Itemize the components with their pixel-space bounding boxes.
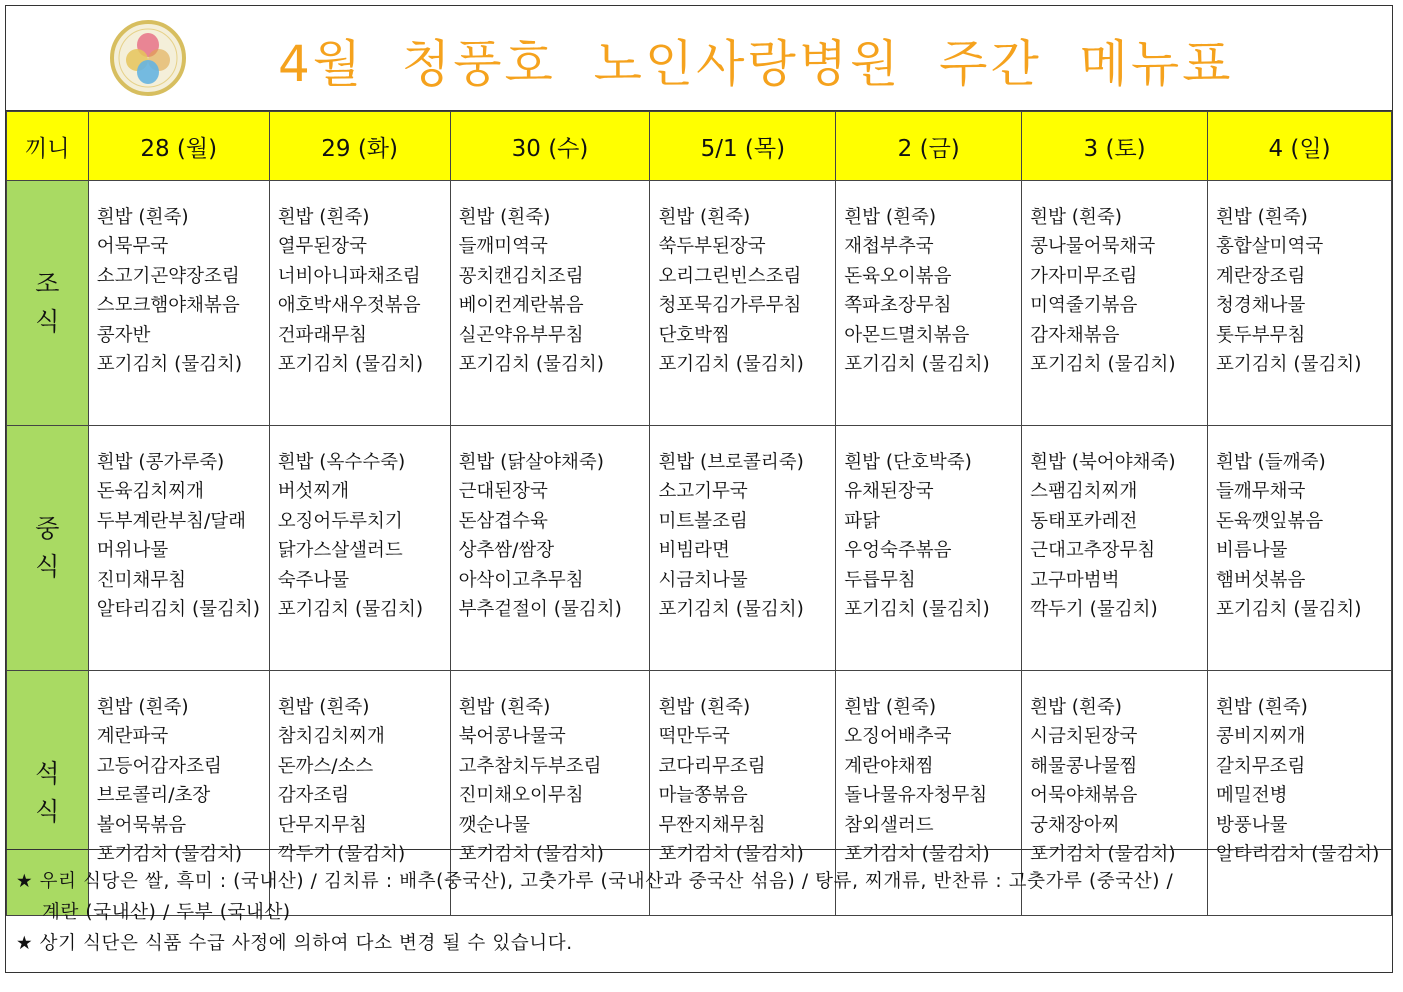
menu-item: 콩나물어묵채국 (1030, 236, 1156, 258)
menu-item: 콩자반 (96, 324, 151, 346)
header (6, 6, 1392, 111)
menu-item: 오징어배추국 (844, 726, 952, 748)
day-header: 3 (토) (1022, 112, 1208, 181)
menu-item: 부추겉절이 (물김치) (458, 598, 622, 620)
day-header: 29 (화) (269, 112, 450, 181)
menu-item: 방풍나물 (1216, 814, 1288, 836)
menu-sheet (5, 5, 1393, 973)
menu-item: 돈삼겹수육 (458, 510, 548, 532)
menu-item: 쪽파초장무침 (844, 295, 952, 317)
menu-item: 브로콜리/초장 (96, 785, 211, 807)
menu-item: 포기김치 (물김치) (1216, 353, 1362, 375)
menu-item: 마늘쫑볶음 (658, 785, 748, 807)
menu-cell (836, 426, 1022, 671)
note-line: ★ 상기 식단은 식품 수급 사정에 의하여 다소 변경 될 수 있습니다. (16, 933, 573, 954)
meal-label-char: 중 (35, 514, 60, 543)
menu-item: 포기김치 (물김치) (658, 843, 804, 865)
meal-label-char: 식 (35, 797, 60, 826)
menu-item: 오리그린빈스조림 (658, 265, 802, 287)
menu-item: 닭가스살샐러드 (277, 540, 403, 562)
menu-item: 흰밥 (흰죽) (458, 697, 551, 718)
menu-item: 포기김치 (물김치) (1030, 843, 1176, 865)
meal-label-char: 조 (35, 269, 60, 298)
menu-item: 흰밥 (옥수수죽) (277, 452, 406, 473)
menu-item: 포기김치 (물김치) (658, 598, 804, 620)
menu-cell (88, 181, 269, 426)
menu-item: 포기김치 (물김치) (96, 353, 243, 375)
menu-cell (269, 426, 450, 671)
menu-item: 머위나물 (96, 540, 169, 562)
menu-item: 깻순나물 (458, 814, 531, 836)
menu-item: 파닭 (844, 510, 881, 532)
menu-item: 홍합살미역국 (1216, 236, 1324, 258)
menu-cell (1022, 181, 1208, 426)
menu-item: 돌나물유자청무침 (844, 785, 988, 807)
menu-item: 계란장조림 (1216, 265, 1306, 287)
menu-item: 흰밥 (흰죽) (844, 207, 937, 228)
menu-item: 포기김치 (물김치) (1030, 353, 1176, 375)
menu-item: 진미채오이무침 (458, 785, 584, 807)
menu-item: 계란야채찜 (844, 755, 934, 777)
menu-item: 흰밥 (단호박죽) (844, 452, 972, 473)
menu-item: 고추참치두부조림 (458, 755, 602, 777)
menu-item: 단호박찜 (658, 324, 730, 346)
menu-item: 궁채장아찌 (1030, 814, 1120, 836)
menu-cell (836, 181, 1022, 426)
meal-label-char: 식 (35, 307, 60, 336)
menu-item: 시금치된장국 (1030, 726, 1138, 748)
menu-table (6, 111, 1392, 916)
menu-item: 청경채나물 (1216, 295, 1306, 317)
menu-item: 흰밥 (흰죽) (1030, 207, 1122, 228)
page-title: 4월 청풍호 노인사랑병원 주간 메뉴표 (278, 35, 1234, 93)
notes (6, 849, 1392, 972)
menu-item: 두릅무침 (844, 569, 916, 591)
menu-item: 흰밥 (흰죽) (277, 697, 370, 718)
menu-item: 근대된장국 (458, 481, 548, 503)
menu-item: 깍두기 (물김치) (277, 843, 406, 865)
menu-item: 깍두기 (물김치) (1030, 598, 1158, 620)
menu-item: 참외샐러드 (844, 814, 934, 836)
menu-item: 알타리김치 (물김치) (96, 598, 261, 620)
menu-item: 고등어감자조림 (96, 755, 222, 777)
menu-item: 해물콩나물찜 (1030, 755, 1138, 777)
menu-item: 오징어두루치기 (277, 510, 403, 532)
day-header: 2 (금) (836, 112, 1022, 181)
menu-item: 쑥두부된장국 (658, 236, 766, 258)
meal-label (7, 426, 89, 671)
menu-item: 재첩부추국 (844, 236, 934, 258)
menu-item: 두부계란부침/달래 (96, 510, 246, 532)
meal-row (7, 181, 1392, 426)
menu-item: 흰밥 (흰죽) (658, 207, 751, 228)
menu-item: 소고기무국 (658, 481, 748, 503)
menu-item: 꽁치캔김치조림 (458, 265, 584, 287)
menu-item: 돈육깻잎볶음 (1216, 510, 1324, 532)
menu-item: 미트볼조림 (658, 510, 748, 532)
menu-item: 어묵무국 (96, 236, 169, 258)
menu-item: 감자조림 (277, 785, 350, 807)
menu-item: 흰밥 (들깨죽) (1216, 452, 1326, 473)
menu-item: 베이컨계란볶음 (458, 295, 584, 317)
menu-item: 근대고추장무침 (1030, 540, 1156, 562)
menu-item: 미역줄기볶음 (1030, 295, 1138, 317)
menu-item: 흰밥 (흰죽) (277, 207, 370, 228)
menu-item: 톳두부무침 (1216, 324, 1306, 346)
menu-item: 북어콩나물국 (458, 726, 566, 748)
menu-item: 돈육김치찌개 (96, 481, 204, 503)
menu-item: 비름나물 (1216, 540, 1288, 562)
menu-item: 코다리무조림 (658, 755, 766, 777)
menu-item: 흰밥 (흰죽) (1030, 697, 1122, 718)
menu-item: 흰밥 (북어야채죽) (1030, 452, 1176, 473)
day-header: 4 (일) (1208, 112, 1392, 181)
menu-item: 진미채무침 (96, 569, 187, 591)
menu-item: 콩비지찌개 (1216, 726, 1306, 748)
menu-item: 우엉숙주볶음 (844, 540, 952, 562)
menu-item: 애호박새우젓볶음 (277, 295, 421, 317)
menu-item: 들깨미역국 (458, 236, 548, 258)
menu-item: 갈치무조림 (1216, 755, 1306, 777)
menu-item: 포기김치 (물김치) (458, 843, 604, 865)
menu-item: 들깨무채국 (1216, 481, 1306, 503)
note-line: ★ 우리 식당은 쌀, 흑미 : (국내산) / 김치류 : 배추(중국산), 고춧가루 (국내산과 중국산 섞음) / 탕류, 찌개류, 반찬류 : 고춧가루 (중국산) / (16, 871, 1174, 892)
menu-item: 포기김치 (물김치) (844, 843, 990, 865)
day-header: 5/1 (목) (650, 112, 836, 181)
menu-item: 흰밥 (브로콜리죽) (658, 452, 804, 473)
menu-cell (450, 181, 650, 426)
menu-item: 단무지무침 (277, 814, 368, 836)
meal-label (7, 181, 89, 426)
menu-item: 햄버섯볶음 (1216, 569, 1306, 591)
menu-item: 시금치나물 (658, 569, 748, 591)
menu-item: 실곤약유부무침 (458, 324, 584, 346)
menu-item: 포기김치 (물김치) (844, 598, 990, 620)
menu-item: 아몬드멸치볶음 (844, 324, 970, 346)
menu-item: 포기김치 (물김치) (277, 598, 424, 620)
corner-label: 끼니 (7, 112, 89, 181)
menu-item: 어묵야채볶음 (1030, 785, 1138, 807)
menu-item: 메밀전병 (1216, 785, 1288, 807)
menu-item: 비빔라면 (658, 540, 730, 562)
menu-item: 버섯찌개 (277, 481, 350, 503)
menu-item: 흰밥 (흰죽) (658, 697, 751, 718)
menu-item: 유채된장국 (844, 481, 934, 503)
menu-item: 포기김치 (물김치) (1216, 598, 1362, 620)
menu-item: 흰밥 (흰죽) (1216, 697, 1308, 718)
menu-item: 건파래무침 (277, 324, 368, 346)
menu-cell (88, 426, 269, 671)
menu-item: 너비아니파채조림 (277, 265, 421, 287)
menu-item: 무짠지채무침 (658, 814, 766, 836)
meal-label-char: 식 (35, 552, 60, 581)
menu-item: 흰밥 (흰죽) (1216, 207, 1308, 228)
hospital-logo (110, 20, 186, 96)
day-header: 28 (월) (88, 112, 269, 181)
menu-item: 계란파국 (96, 726, 169, 748)
menu-item: 감자채볶음 (1030, 324, 1120, 346)
menu-item: 흰밥 (흰죽) (96, 207, 189, 228)
menu-cell (1022, 426, 1208, 671)
menu-item: 소고기곤약장조림 (96, 265, 240, 287)
menu-item: 포기김치 (물김치) (96, 843, 243, 865)
menu-item: 동태포카레전 (1030, 510, 1138, 532)
menu-item: 알타리김치 (물김치) (1216, 843, 1380, 865)
menu-item: 돈까스/소스 (277, 755, 374, 777)
menu-cell (1208, 181, 1392, 426)
menu-item: 숙주나물 (277, 569, 350, 591)
menu-item: 포기김치 (물김치) (844, 353, 990, 375)
menu-item: 상추쌈/쌈장 (458, 540, 555, 562)
menu-cell (650, 426, 836, 671)
menu-item: 흰밥 (흰죽) (458, 207, 551, 228)
menu-item: 흰밥 (흰죽) (844, 697, 937, 718)
menu-item: 포기김치 (물김치) (658, 353, 804, 375)
menu-item: 가자미무조림 (1030, 265, 1138, 287)
day-header: 30 (수) (450, 112, 650, 181)
menu-cell (269, 181, 450, 426)
menu-item: 흰밥 (콩가루죽) (96, 452, 225, 473)
menu-item: 포기김치 (물김치) (458, 353, 604, 375)
menu-item: 열무된장국 (277, 236, 368, 258)
meal-label-char: 석 (35, 759, 60, 788)
menu-item: 포기김치 (물김치) (277, 353, 424, 375)
menu-item: 참치김치찌개 (277, 726, 385, 748)
menu-item: 볼어묵볶음 (96, 814, 187, 836)
menu-item: 떡만두국 (658, 726, 730, 748)
menu-item: 청포묵김가루무침 (658, 295, 802, 317)
menu-item: 고구마범벅 (1030, 569, 1120, 591)
menu-item: 스팸김치찌개 (1030, 481, 1138, 503)
menu-cell (1208, 426, 1392, 671)
note-line: 계란 (국내산) / 두부 (국내산) (42, 902, 291, 923)
menu-item: 스모크햄야채볶음 (96, 295, 240, 317)
menu-item: 흰밥 (흰죽) (96, 697, 189, 718)
menu-item: 돈육오이볶음 (844, 265, 952, 287)
menu-item: 흰밥 (닭살야채죽) (458, 452, 604, 473)
menu-cell (650, 181, 836, 426)
menu-item: 아삭이고추무침 (458, 569, 584, 591)
menu-cell (450, 426, 650, 671)
day-header-row (7, 112, 1392, 181)
meal-row (7, 426, 1392, 671)
